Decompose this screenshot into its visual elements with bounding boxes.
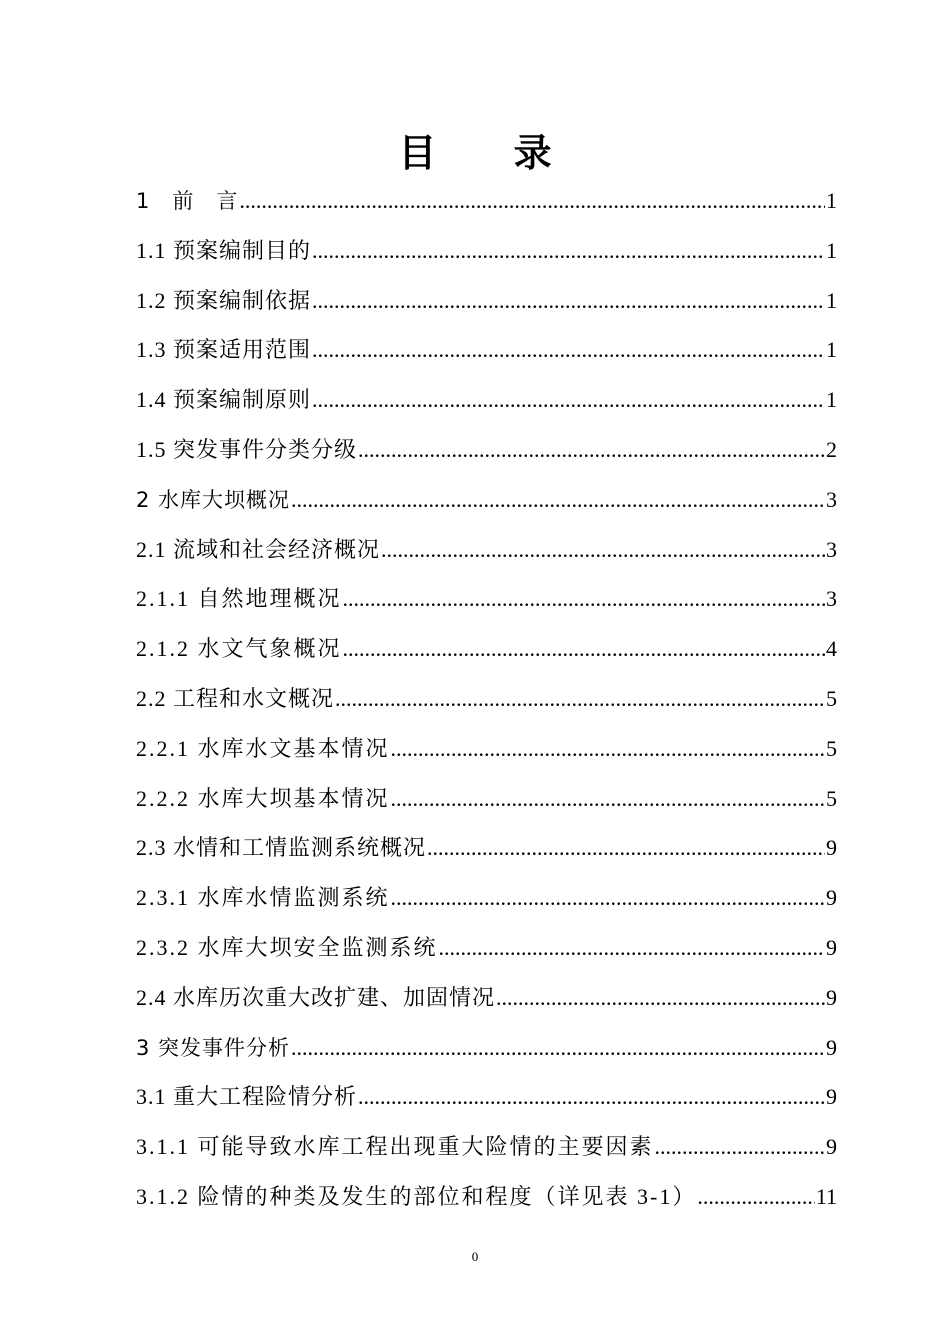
toc-leader-dots [358, 425, 825, 475]
toc-entry-page: 9 [826, 835, 837, 861]
toc-entry-label: 1.5 突发事件分类分级 [136, 436, 358, 462]
toc-entry[interactable] [136, 923, 837, 973]
toc-entry-label: 2.3.2 水库大坝安全监测系统 [136, 934, 438, 960]
toc-leader-dots [343, 574, 825, 624]
toc-entry-page: 1 [826, 337, 837, 363]
toc-entry-label: 1.3 预案适用范围 [136, 337, 312, 363]
toc-entry-page: 5 [826, 685, 837, 711]
toc-entry-label: 2.1.2 水文气象概况 [136, 636, 342, 662]
toc-entry[interactable] [136, 525, 837, 575]
toc-leader-dots [312, 325, 825, 375]
toc-entry[interactable] [136, 276, 837, 326]
toc-entry-page: 9 [826, 984, 837, 1010]
toc-entry-label: 2.2.2 水库大坝基本情况 [136, 785, 390, 811]
toc-entry-label: 3.1.1 可能导致水库工程出现重大险情的主要因素 [136, 1134, 654, 1160]
toc-entry[interactable] [136, 1072, 837, 1122]
toc-entry[interactable] [136, 624, 837, 674]
toc-entry-label: 2.1 流域和社会经济概况 [136, 536, 381, 562]
toc-leader-dots [358, 1072, 825, 1122]
table-of-contents [136, 176, 837, 1222]
toc-leader-dots [335, 674, 825, 724]
toc-entry-page: 1 [826, 287, 837, 313]
toc-entry[interactable] [136, 774, 837, 824]
toc-entry[interactable] [136, 574, 837, 624]
toc-entry[interactable] [136, 226, 837, 276]
toc-entry-label: 2.1.1 自然地理概况 [136, 586, 342, 612]
toc-entry[interactable] [136, 1023, 837, 1073]
page-title: 目 录 [398, 131, 584, 175]
toc-entry[interactable] [136, 1122, 837, 1172]
toc-leader-dots [291, 1023, 825, 1073]
toc-entry-label: 2.2.1 水库水文基本情况 [136, 735, 390, 761]
toc-leader-dots [239, 176, 825, 226]
toc-entry[interactable] [136, 176, 837, 226]
toc-entry[interactable] [136, 1172, 837, 1222]
toc-entry[interactable] [136, 475, 837, 525]
toc-entry-label: 2.3 水情和工情监测系统概况 [136, 835, 427, 861]
toc-entry-page: 4 [826, 636, 837, 662]
toc-leader-dots [391, 724, 825, 774]
toc-leader-dots [655, 1122, 825, 1172]
toc-leader-dots [391, 873, 825, 923]
toc-entry-page: 9 [826, 1084, 837, 1110]
toc-entry-page: 11 [815, 1183, 837, 1209]
toc-entry-page: 9 [826, 885, 837, 911]
toc-entry-page: 1 [826, 237, 837, 263]
toc-leader-dots [427, 823, 825, 873]
toc-entry-label: 3.1.2 险情的种类及发生的部位和程度（详见表 3-1） [136, 1183, 697, 1209]
toc-entry-page: 5 [826, 785, 837, 811]
toc-leader-dots [391, 774, 825, 824]
toc-leader-dots [496, 973, 825, 1023]
toc-entry-label: 2.4 水库历次重大改扩建、加固情况 [136, 984, 496, 1010]
toc-entry[interactable] [136, 674, 837, 724]
toc-leader-dots [439, 923, 825, 973]
toc-entry[interactable] [136, 375, 837, 425]
toc-entry-label: 1.1 预案编制目的 [136, 237, 312, 263]
toc-entry-label: 1.2 预案编制依据 [136, 287, 312, 313]
toc-leader-dots [312, 276, 825, 326]
toc-leader-dots [312, 226, 825, 276]
toc-entry-label: 2.2 工程和水文概况 [136, 685, 335, 711]
toc-leader-dots [697, 1172, 814, 1222]
toc-entry-label: 2 水库大坝概况 [136, 487, 291, 512]
toc-leader-dots [291, 475, 825, 525]
toc-entry[interactable] [136, 873, 837, 923]
toc-entry-page: 9 [826, 1134, 837, 1160]
toc-entry-label: 1 前 言 [136, 189, 239, 213]
page-number: 0 [471, 1249, 479, 1264]
toc-entry-page: 1 [826, 188, 837, 213]
toc-entry-page: 5 [826, 735, 837, 761]
toc-entry-label: 3.1 重大工程险情分析 [136, 1084, 358, 1110]
toc-entry-label: 1.4 预案编制原则 [136, 387, 312, 413]
toc-entry[interactable] [136, 724, 837, 774]
toc-entry[interactable] [136, 325, 837, 375]
toc-entry[interactable] [136, 425, 837, 475]
toc-entry-page: 1 [826, 387, 837, 413]
toc-entry-label: 3 突发事件分析 [136, 1035, 291, 1060]
toc-entry-page: 3 [826, 586, 837, 612]
toc-leader-dots [381, 525, 825, 575]
toc-entry-page: 2 [826, 436, 837, 462]
toc-entry-page: 3 [826, 486, 837, 512]
toc-leader-dots [343, 624, 825, 674]
toc-entry[interactable] [136, 823, 837, 873]
toc-leader-dots [312, 375, 825, 425]
toc-entry-page: 3 [826, 536, 837, 562]
toc-entry-page: 9 [826, 934, 837, 960]
toc-entry[interactable] [136, 973, 837, 1023]
toc-entry-page: 9 [826, 1034, 837, 1060]
toc-entry-label: 2.3.1 水库水情监测系统 [136, 885, 390, 911]
